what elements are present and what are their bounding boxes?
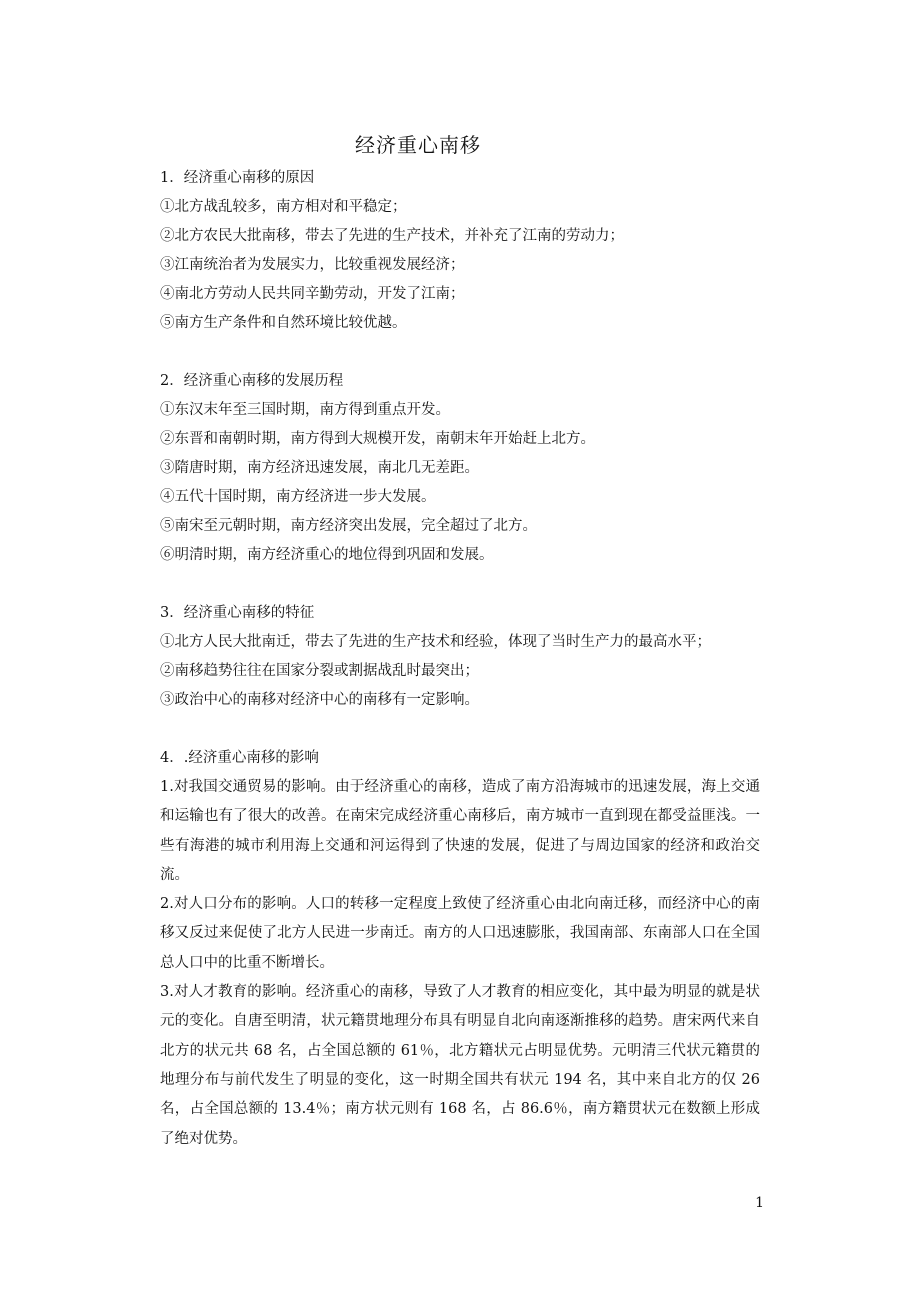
list-item: ④五代十国时期，南方经济进一步大发展。 bbox=[160, 489, 436, 505]
list-item: ③江南统治者为发展实力，比较重视发展经济； bbox=[160, 257, 465, 273]
spacer bbox=[160, 715, 764, 744]
list-item: ⑤南宋至元朝时期，南方经济突出发展，完全超过了北方。 bbox=[160, 518, 537, 534]
list-item: ③政治中心的南移对经济中心的南移有一定影响。 bbox=[160, 692, 479, 708]
spacer bbox=[160, 570, 764, 599]
list-item: ②东晋和南朝时期，南方得到大规模开发，南朝末年开始赶上北方。 bbox=[160, 431, 595, 447]
impact-paragraph: 2.对人口分布的影响。人口的转移一定程度上致使了经济重心由北向南迁移，而经济中心的南移又反过来促使了北方人民进一步南迁。南方的人口迅速膨胀，我国南部、东南部人口在全国总人口中的比重不断增长。 bbox=[160, 896, 760, 971]
section-causes bbox=[160, 164, 764, 338]
page-number: 1 bbox=[755, 1195, 764, 1211]
section-impacts bbox=[160, 744, 764, 1154]
section-heading: 1．经济重心南移的原因 bbox=[160, 170, 315, 186]
list-item: ⑥明清时期，南方经济重心的地位得到巩固和发展。 bbox=[160, 547, 494, 563]
list-item: ①北方战乱较多，南方相对和平稳定； bbox=[160, 199, 407, 215]
impact-paragraph: 1.对我国交通贸易的影响。由于经济重心的南移，造成了南方沿海城市的迅速发展，海上交通和运输也有了很大的改善。在南宋完成经济重心南移后，南方城市一直到现在都受益匪浅。一些有海港的城市利用海上交通和河运得到了快速的发展，促进了与周边国家的经济和政治交流。 bbox=[160, 779, 760, 883]
list-item: ①东汉末年至三国时期，南方得到重点开发。 bbox=[160, 402, 450, 418]
page-title: 经济重心南移 bbox=[355, 133, 481, 157]
list-item: ⑤南方生产条件和自然环境比较优越。 bbox=[160, 315, 407, 331]
list-item: ①北方人民大批南迁，带去了先进的生产技术和经验，体现了当时生产力的最高水平； bbox=[160, 634, 711, 650]
section-history bbox=[160, 367, 764, 570]
list-item: ④南北方劳动人民共同辛勤劳动，开发了江南； bbox=[160, 286, 465, 302]
section-heading: 3．经济重心南移的特征 bbox=[160, 605, 315, 621]
impact-paragraph: 3.对人才教育的影响。经济重心的南移，导致了人才教育的相应变化，其中最为明显的就是状元的变化。自唐至明清，状元籍贯地理分布具有明显自北向南逐渐推移的趋势。唐宋两代来自北方的状元共 68 名，占全国总额的 61％，北方籍状元占明显优势。元明清三代状元籍贯的地理分布与前代发生了明显的变化，这一时期全国共有状元 194 名，其中来自北方的仅 26 名，占全国总额的 13.4％；南方状元则有 168 名，占 86.6％，南方籍贯状元在数额上形成了绝对优势。 bbox=[160, 984, 760, 1147]
document-body bbox=[160, 164, 764, 1154]
list-item: ③隋唐时期，南方经济迅速发展，南北几无差距。 bbox=[160, 460, 479, 476]
section-heading: 2．经济重心南移的发展历程 bbox=[160, 373, 344, 389]
section-heading: 4．.经济重心南移的影响 bbox=[160, 750, 319, 766]
list-item: ②南移趋势往往在国家分裂或割据战乱时最突出； bbox=[160, 663, 479, 679]
spacer bbox=[160, 338, 764, 367]
list-item: ②北方农民大批南移，带去了先进的生产技术，并补充了江南的劳动力； bbox=[160, 228, 624, 244]
section-features bbox=[160, 599, 764, 715]
